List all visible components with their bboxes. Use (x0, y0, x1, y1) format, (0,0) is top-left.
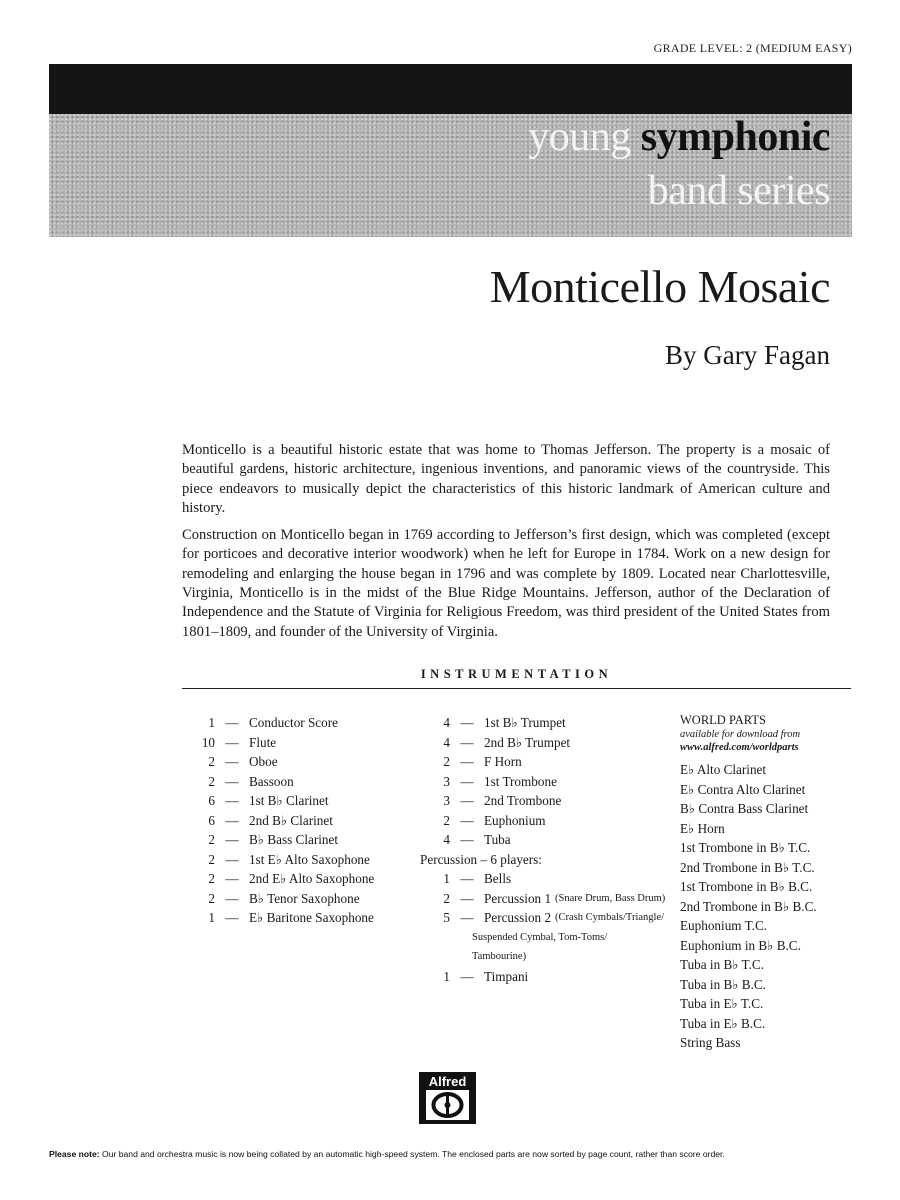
instrumentation-divider (182, 688, 851, 689)
instrument-name: Tuba (484, 832, 511, 847)
instrument-row (185, 889, 415, 909)
brass-list (420, 713, 670, 850)
instrument-name: Bells (484, 871, 512, 886)
instrument-qty: 1 (208, 910, 215, 925)
instrument-name: E♭ Baritone Saxophone (249, 910, 374, 925)
instrument-row (420, 772, 670, 792)
dash: — (225, 832, 239, 847)
instrument-qty: 2 (208, 851, 215, 867)
instrument-name: Conductor Score (249, 715, 338, 730)
world-part-item: E♭ Contra Alto Clarinet (680, 781, 806, 797)
instrument-name: 1st B♭ Clarinet (249, 793, 329, 808)
instrument-qty: 10 (201, 734, 215, 750)
instrument-row (420, 752, 670, 772)
instrument-row (185, 713, 415, 733)
world-part-item: 2nd Trombone in B♭ T.C. (680, 859, 815, 875)
instrumentation-heading: INSTRUMENTATION (420, 667, 613, 681)
footer-note-label: Please note: (49, 1149, 100, 1159)
instrument-qty: 1 (443, 968, 450, 984)
instrument-qty: 2 (208, 890, 215, 906)
instrument-qty: 6 (208, 812, 215, 828)
instrument-qty: 4 (443, 734, 450, 750)
dash: — (225, 715, 239, 730)
world-part-item: Tuba in E♭ T.C. (680, 996, 764, 1011)
dash: — (460, 890, 474, 906)
instrument-name: F Horn (484, 754, 522, 769)
dash: — (460, 812, 474, 828)
dash: — (460, 734, 474, 750)
dash: — (460, 754, 474, 769)
dash: — (460, 871, 474, 886)
instrument-name: B♭ Bass Clarinet (249, 832, 339, 847)
instrument-name: 2nd E♭ Alto Saxophone (249, 871, 375, 886)
percussion-header: Percussion – 6 players: (420, 851, 542, 867)
instrument-qty: 2 (208, 871, 215, 886)
instrument-qty: 3 (443, 793, 450, 808)
instrument-qty: 4 (443, 832, 450, 847)
instrument-qty: 2 (208, 773, 215, 789)
instrument-row (185, 830, 415, 850)
instrument-row (185, 811, 415, 831)
piece-title: Monticello Mosaic (489, 261, 830, 312)
dash: — (225, 871, 239, 886)
footer-note-text: Our band and orchestra music is now being collated by an automatic high-speed system. The enclosed parts are now sorted by page count, rather than score order. (99, 1149, 725, 1159)
world-part-item: Euphonium T.C. (680, 918, 768, 933)
description-paragraph: Monticello is a beautiful historic estate that was home to Thomas Jefferson. The property is a mosaic of beautiful gardens, historic architecture, ingenious inventions, and panoramic views of the countryside. This piece endeavors to musically depict the characteristics of this historic landmark of American culture and history. (182, 442, 830, 516)
dash: — (460, 910, 474, 925)
description (182, 441, 830, 650)
header-black-bar (49, 64, 852, 114)
composer: By Gary Fagan (665, 340, 830, 370)
dash: — (225, 793, 239, 808)
instrument-name: 2nd B♭ Clarinet (249, 812, 333, 828)
instrument-row (185, 772, 415, 792)
dash: — (225, 910, 239, 925)
instrument-row (420, 967, 670, 987)
instrument-name: 1st E♭ Alto Saxophone (249, 851, 370, 867)
instrument-name: B♭ Tenor Saxophone (249, 890, 360, 906)
world-part-item: Tuba in E♭ B.C. (680, 1015, 766, 1031)
instrument-note: (Snare Drum, Bass Drum) (555, 892, 666, 904)
instrument-qty: 2 (443, 812, 450, 828)
instrument-name: 1st B♭ Trumpet (484, 715, 566, 730)
instrument-qty: 6 (208, 793, 215, 808)
world-parts-title: WORLD PARTS (680, 713, 766, 727)
series-title-line2: band series (647, 168, 830, 214)
instrument-row (420, 733, 670, 753)
instrument-qty: 2 (443, 890, 450, 906)
series-symphonic: symphonic (640, 114, 830, 160)
world-part-item: 1st Trombone in B♭ B.C. (680, 879, 813, 894)
instrument-column-1 (185, 713, 415, 928)
instrument-row (420, 791, 670, 811)
world-parts-subtitle: available for download from (680, 729, 801, 740)
description-paragraph: Construction on Monticello began in 1769 according to Jefferson’s first design, which was completed (except for porticoes and decorative interior woodwork) when he left for Europe in 1784. Work on a new design for remodeling and enlarging the house began in 1796 and was complete by 1809. Located near Charlottesville, Virginia, Monticello is in the midst of the Blue Ridge Mountains. Jefferson, author of the Declaration of Independence and the Statute of Virginia for Religious Freedom, was third president of the United States from 1801–1809, and founder of the University of Virginia. (182, 527, 830, 640)
dash: — (460, 793, 474, 808)
instrument-row (420, 889, 670, 909)
world-part-item: Tuba in B♭ B.C. (680, 976, 766, 992)
world-part-item: Tuba in B♭ T.C. (680, 957, 765, 972)
dash: — (225, 851, 239, 867)
instrument-qty: 5 (443, 910, 450, 925)
world-part-item: 1st Trombone in B♭ T.C. (680, 840, 811, 855)
instrument-row (420, 811, 670, 831)
percussion2-continued: Tambourine) (472, 951, 527, 962)
percussion2-continued: Suspended Cymbal, Tom-Toms/ (472, 931, 608, 943)
instrument-name: 2nd B♭ Trumpet (484, 734, 571, 750)
world-part-item: E♭ Alto Clarinet (680, 762, 767, 777)
instrument-row (185, 791, 415, 811)
instrument-name: 1st Trombone (484, 773, 557, 789)
alfred-logo-text: Alfred (428, 1074, 467, 1089)
dash: — (225, 734, 239, 750)
world-parts-url[interactable]: www.alfred.com/worldparts (680, 742, 799, 753)
instrument-qty: 2 (443, 754, 450, 769)
instrument-name: Euphonium (484, 812, 546, 828)
dash: — (460, 715, 474, 730)
alfred-logo-icon (426, 1090, 469, 1120)
instrument-name: Percussion 1 (484, 890, 552, 906)
dash: — (225, 754, 239, 769)
world-parts-column (680, 713, 855, 1053)
instrument-qty: 1 (443, 871, 450, 886)
dash: — (225, 812, 239, 828)
instrument-row (420, 830, 670, 850)
grade-level: GRADE LEVEL: 2 (MEDIUM EASY) (653, 41, 852, 55)
alfred-logo (419, 1072, 476, 1124)
instrument-row (420, 869, 670, 889)
instrument-qty: 2 (208, 832, 215, 847)
instrument-row (185, 869, 415, 889)
series-young: young (528, 114, 631, 160)
world-parts-list (680, 760, 855, 1053)
instrument-column-2 (420, 713, 670, 986)
world-part-item: String Bass (680, 1035, 741, 1050)
instrument-row (185, 908, 415, 928)
instrument-row (420, 908, 670, 928)
instrument-row (420, 713, 670, 733)
instrument-name: Bassoon (249, 773, 294, 789)
dash: — (460, 832, 474, 847)
dash: — (225, 890, 239, 906)
instrument-name: 2nd Trombone (484, 793, 562, 808)
instrument-name: Percussion 2 (484, 910, 552, 925)
instrument-row (185, 752, 415, 772)
instrument-name: Flute (249, 734, 277, 750)
dash: — (460, 773, 474, 789)
instrument-qty: 1 (208, 715, 215, 730)
world-part-item: 2nd Trombone in B♭ B.C. (680, 898, 817, 914)
world-part-item: E♭ Horn (680, 820, 725, 836)
world-part-item: B♭ Contra Bass Clarinet (680, 801, 809, 816)
instrument-row (185, 850, 415, 870)
instrument-qty: 3 (443, 773, 450, 789)
dash: — (460, 968, 474, 984)
instrument-qty: 2 (208, 754, 215, 769)
instrument-name: Timpani (484, 968, 529, 984)
instrument-row (185, 733, 415, 753)
instrument-name: Oboe (249, 754, 278, 769)
dash: — (225, 773, 239, 789)
instrument-note: (Crash Cymbals/Triangle/ (555, 912, 665, 923)
footer-note (49, 1149, 859, 1159)
instrument-qty: 4 (443, 715, 450, 730)
world-part-item: Euphonium in B♭ B.C. (680, 937, 801, 953)
series-title-line1 (528, 116, 830, 158)
percussion-list (420, 869, 670, 928)
